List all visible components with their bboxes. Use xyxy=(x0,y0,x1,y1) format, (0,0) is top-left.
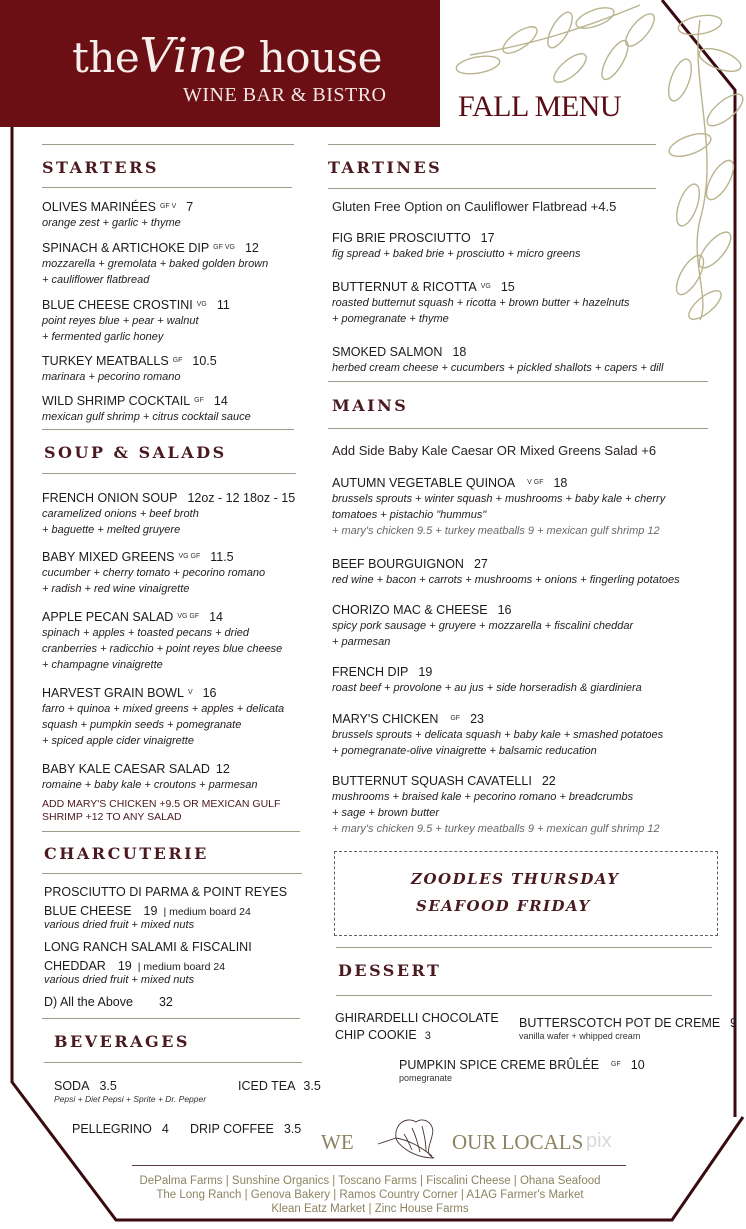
item-name: SODA xyxy=(54,1079,90,1093)
item-description: caramelized onions + beef broth xyxy=(42,508,199,520)
item-description: orange zest + garlic + thyme xyxy=(42,217,181,229)
watermark: pix xyxy=(586,1130,612,1152)
menu-item xyxy=(42,606,282,673)
item-description: various dried fruit + mixed nuts xyxy=(44,974,195,986)
menu-item xyxy=(42,682,284,749)
divider xyxy=(328,144,656,145)
item-name: BEEF BOURGUIGNON xyxy=(332,557,464,571)
item-name: BABY KALE CAESAR SALAD xyxy=(42,762,210,776)
item-price: 10 xyxy=(630,1058,645,1072)
diet-tags: GF xyxy=(172,357,183,364)
menu-item xyxy=(399,1054,645,1083)
menu-item xyxy=(42,350,217,385)
item-price: 3.5 xyxy=(283,1122,302,1136)
mains-side-note: Add Side Baby Kale Caesar OR Mixed Greens Salad +6 xyxy=(332,443,657,458)
item-name: ICED TEA xyxy=(238,1079,296,1093)
menu-item xyxy=(332,599,633,650)
item-description: tomatoes + pistachio "hummus" xyxy=(332,509,487,521)
tartines-gf-note: Gluten Free Option on Cauliflower Flatbread +4.5 xyxy=(332,199,617,214)
diet-tags: VG GF xyxy=(177,613,200,620)
item-name: APPLE PECAN SALAD xyxy=(42,610,174,624)
item-price: 3.5 xyxy=(303,1079,321,1093)
item-name: AUTUMN VEGETABLE QUINOA xyxy=(332,476,516,490)
item-price: 4 xyxy=(161,1122,169,1136)
menu-item xyxy=(190,1118,301,1137)
section-title-starters: STARTERS xyxy=(42,158,159,177)
logo-the: the xyxy=(72,33,140,82)
item-name: CHIP COOKIE xyxy=(335,1028,417,1042)
divider xyxy=(42,187,292,188)
item-description: spicy pork sausage + gruyere + mozzarella + fiscalini cheddar xyxy=(332,620,634,632)
menu-item xyxy=(42,237,268,288)
item-description: red wine + bacon + carrots + mushrooms + onions + fingerling potatoes xyxy=(332,574,680,586)
menu-item xyxy=(335,1011,499,1044)
divider xyxy=(328,428,708,429)
diet-tags: V GF xyxy=(527,479,544,486)
item-price: 7 xyxy=(186,200,194,214)
menu-item xyxy=(238,1075,321,1094)
item-name: BUTTERNUT & RICOTTA xyxy=(332,280,477,294)
item-description: + spiced apple cider vinaigrette xyxy=(42,735,194,747)
item-price: 9 xyxy=(730,1016,738,1030)
item-name: SMOKED SALMON xyxy=(332,345,443,359)
item-description: brussels sprouts + winter squash + mushrooms + baby kale + cherry xyxy=(332,493,666,505)
item-name: BLUE CHEESE xyxy=(44,904,132,918)
item-price: 14 xyxy=(213,394,228,408)
item-description: + champagne vinaigrette xyxy=(42,659,163,671)
diet-tags: V xyxy=(187,689,193,696)
note-line: SHRIMP +12 TO ANY SALAD xyxy=(42,811,182,823)
section-title-tartines: TARTINES xyxy=(328,158,443,177)
item-description: + radish + red wine vinaigrette xyxy=(42,583,190,595)
menu-item xyxy=(42,546,265,597)
item-description: spinach + apples + toasted pecans + dried xyxy=(42,627,250,639)
item-name: HARVEST GRAIN BOWL xyxy=(42,686,184,700)
menu-item xyxy=(332,661,642,696)
item-description: + fermented garlic honey xyxy=(42,331,164,343)
item-name: BUTTERSCOTCH POT DE CREME xyxy=(519,1016,721,1030)
item-description: + sage + brown butter xyxy=(332,807,440,819)
divider xyxy=(336,995,712,996)
item-description: fig spread + baked brie + prosciutto + micro greens xyxy=(332,248,581,260)
menu-item xyxy=(332,708,663,759)
item-price: 19 xyxy=(117,959,132,973)
item-name: CHORIZO MAC & CHEESE xyxy=(332,603,488,617)
item-name: BLUE CHEESE CROSTINI xyxy=(42,298,193,312)
diet-tags: VG GF xyxy=(178,553,201,560)
board-price: | medium board 24 xyxy=(137,961,226,973)
item-description: herbed cream cheese + cucumbers + pickled shallots + capers + dill xyxy=(332,362,664,374)
item-description: mexican gulf shrimp + citrus cocktail sauce xyxy=(42,411,251,423)
divider xyxy=(42,1018,300,1019)
restaurant-logo xyxy=(72,28,382,84)
item-price: 11 xyxy=(216,298,230,312)
item-description: mushrooms + braised kale + pecorino romano + breadcrumbs xyxy=(332,791,634,803)
item-name: LONG RANCH SALAMI & FISCALINI xyxy=(44,940,252,954)
divider xyxy=(44,1062,302,1063)
item-price: 3 xyxy=(424,1030,431,1042)
leaf-heart-icon xyxy=(374,1114,440,1160)
item-description: vanilla wafer + whipped cream xyxy=(519,1031,641,1041)
item-name: PUMPKIN SPICE CREME BRÛLÉE xyxy=(399,1058,600,1072)
item-description: various dried fruit + mixed nuts xyxy=(44,919,195,931)
diet-tags: GF xyxy=(450,715,461,722)
diet-tags: GF xyxy=(611,1061,621,1068)
item-price: 12 xyxy=(215,762,230,776)
logo-vine: Vine xyxy=(139,28,246,84)
item-price: 11.5 xyxy=(210,550,234,564)
item-name: TURKEY MEATBALLS xyxy=(42,354,169,368)
special-thursday: ZOODLES THURSDAY xyxy=(411,870,620,888)
item-name: FIG BRIE PROSCIUTTO xyxy=(332,231,471,245)
locals-we: WE xyxy=(321,1130,354,1154)
item-description: Pepsi + Diet Pepsi + Sprite + Dr. Pepper xyxy=(54,1094,207,1104)
partners-line: DePalma Farms | Sunshine Organics | Toscano Farms | Fiscalini Cheese | Ohana Seafood xyxy=(139,1175,601,1187)
menu-item xyxy=(42,196,193,231)
diet-tags: GF xyxy=(194,397,204,404)
item-price: 22 xyxy=(541,774,556,788)
section-title-mains: MAINS xyxy=(332,396,409,415)
item-name: FRENCH ONION SOUP xyxy=(42,491,178,505)
item-description: brussels sprouts + delicata squash + baby kale + smashed potatoes xyxy=(332,729,664,741)
protein-addons: + mary's chicken 9.5 + turkey meatballs 9 + mexican gulf shrimp 12 xyxy=(332,525,660,537)
section-title-charcuterie: CHARCUTERIE xyxy=(44,844,209,863)
divider xyxy=(132,1165,626,1166)
menu-item xyxy=(332,770,660,837)
item-price: 3.5 xyxy=(99,1079,117,1093)
divider xyxy=(328,381,708,382)
section-title-soup-salads: SOUP & SALADS xyxy=(44,443,227,462)
partners-line: Klean Eatz Market | Zinc House Farms xyxy=(271,1203,469,1215)
item-price: 18 xyxy=(452,345,467,359)
item-price: 19 xyxy=(143,904,158,918)
menu-item xyxy=(332,341,663,376)
divider xyxy=(42,429,294,430)
protein-addons: + mary's chicken 9.5 + turkey meatballs 9 + mexican gulf shrimp 12 xyxy=(332,823,660,835)
item-description: marinara + pecorino romano xyxy=(42,371,181,383)
menu-title: FALL MENU xyxy=(458,90,621,123)
item-description: + cauliflower flatbread xyxy=(42,274,150,286)
item-price: 18 xyxy=(553,476,568,490)
divider xyxy=(42,831,300,832)
brand-header xyxy=(0,0,440,127)
item-price: 23 xyxy=(470,712,484,726)
item-price: 10.5 xyxy=(192,354,217,368)
item-name: CHEDDAR xyxy=(44,959,106,973)
menu-item xyxy=(519,1012,737,1041)
item-description: roasted butternut squash + ricotta + brown butter + hazelnuts xyxy=(332,297,630,309)
menu-item xyxy=(54,1075,206,1104)
item-price: 16 xyxy=(202,686,217,700)
divider xyxy=(42,144,294,145)
item-description: + pomegranate-olive vinaigrette + balsamic reducation xyxy=(332,745,597,757)
menu-item xyxy=(42,487,295,538)
item-description: romaine + baby kale + croutons + parmesan xyxy=(42,779,258,791)
diet-tags: VG xyxy=(480,283,491,290)
menu-item xyxy=(72,1118,169,1137)
item-description: cucumber + cherry tomato + pecorino romano xyxy=(42,567,266,579)
item-name: PELLEGRINO xyxy=(72,1122,152,1136)
divider xyxy=(336,947,712,948)
item-description: roast beef + provolone + au jus + side horseradish & giardiniera xyxy=(332,682,642,694)
divider xyxy=(42,473,296,474)
menu-item xyxy=(44,991,173,1010)
item-description: + pomegranate + thyme xyxy=(332,313,449,325)
item-price: 16 xyxy=(497,603,512,617)
item-name: MARY'S CHICKEN xyxy=(332,712,439,726)
special-friday: SEAFOOD FRIDAY xyxy=(416,897,591,915)
partners-line: The Long Ranch | Genova Bakery | Ramos Country Corner | A1AG Farmer's Market xyxy=(156,1189,584,1201)
menu-item xyxy=(332,553,680,588)
note-line: ADD MARY'S CHICKEN +9.5 OR MEXICAN GULF xyxy=(42,798,281,810)
item-price: 17 xyxy=(480,231,495,245)
item-name: D) All the Above xyxy=(44,995,133,1009)
item-name: DRIP COFFEE xyxy=(190,1122,274,1136)
diet-tags: GF V xyxy=(159,203,177,210)
item-price: 12 xyxy=(244,241,259,255)
item-price: 15 xyxy=(500,280,515,294)
item-name: BUTTERNUT SQUASH CAVATELLI xyxy=(332,774,532,788)
board-price: | medium board 24 xyxy=(163,906,251,918)
menu-item xyxy=(42,390,251,425)
item-price: 14 xyxy=(209,610,223,624)
item-description: + parmesan xyxy=(332,636,391,648)
diet-tags: VG xyxy=(196,301,207,308)
item-description: pomegranate xyxy=(399,1073,453,1083)
menu-item xyxy=(44,940,252,986)
section-title-dessert: DESSERT xyxy=(338,961,442,980)
menu-item xyxy=(332,227,581,262)
menu-item xyxy=(42,758,258,793)
salad-addon-note xyxy=(42,798,280,824)
divider xyxy=(328,188,656,189)
diet-tags: GF VG xyxy=(213,244,235,251)
item-name: BABY MIXED GREENS xyxy=(42,550,175,564)
item-name: PROSCIUTTO DI PARMA & POINT REYES xyxy=(44,885,288,899)
item-description: + baguette + melted gruyere xyxy=(42,524,181,536)
item-price: 12oz - 12 18oz - 15 xyxy=(187,491,296,505)
logo-subtitle: WINE BAR & BISTRO xyxy=(183,84,387,106)
menu-item xyxy=(44,885,287,931)
menu-item xyxy=(332,276,630,327)
divider xyxy=(42,873,302,874)
item-price: 27 xyxy=(473,557,488,571)
local-partners-list xyxy=(110,1174,630,1216)
item-name: GHIRARDELLI CHOCOLATE xyxy=(335,1011,499,1025)
item-price: 19 xyxy=(418,665,433,679)
section-title-beverages: BEVERAGES xyxy=(54,1032,190,1051)
logo-house: house xyxy=(258,33,382,82)
item-description: squash + pumpkin seeds + pomegranate xyxy=(42,719,242,731)
item-description: mozzarella + gremolata + baked golden brown xyxy=(42,258,269,270)
item-price: 32 xyxy=(158,995,173,1009)
menu-item xyxy=(42,294,230,345)
item-name: SPINACH & ARTICHOKE DIP xyxy=(42,241,210,255)
item-name: FRENCH DIP xyxy=(332,665,409,679)
item-name: OLIVES MARINÉES xyxy=(42,200,156,214)
item-description: farro + quinoa + mixed greens + apples + delicata xyxy=(42,703,285,715)
item-name: WILD SHRIMP COCKTAIL xyxy=(42,394,191,408)
locals-our-locals: OUR LOCALS xyxy=(452,1130,584,1154)
item-description: cranberries + radicchio + point reyes blue cheese xyxy=(42,643,283,655)
weekly-specials-box xyxy=(334,851,718,936)
menu-item xyxy=(332,472,665,539)
item-description: point reyes blue + pear + walnut xyxy=(42,315,199,327)
